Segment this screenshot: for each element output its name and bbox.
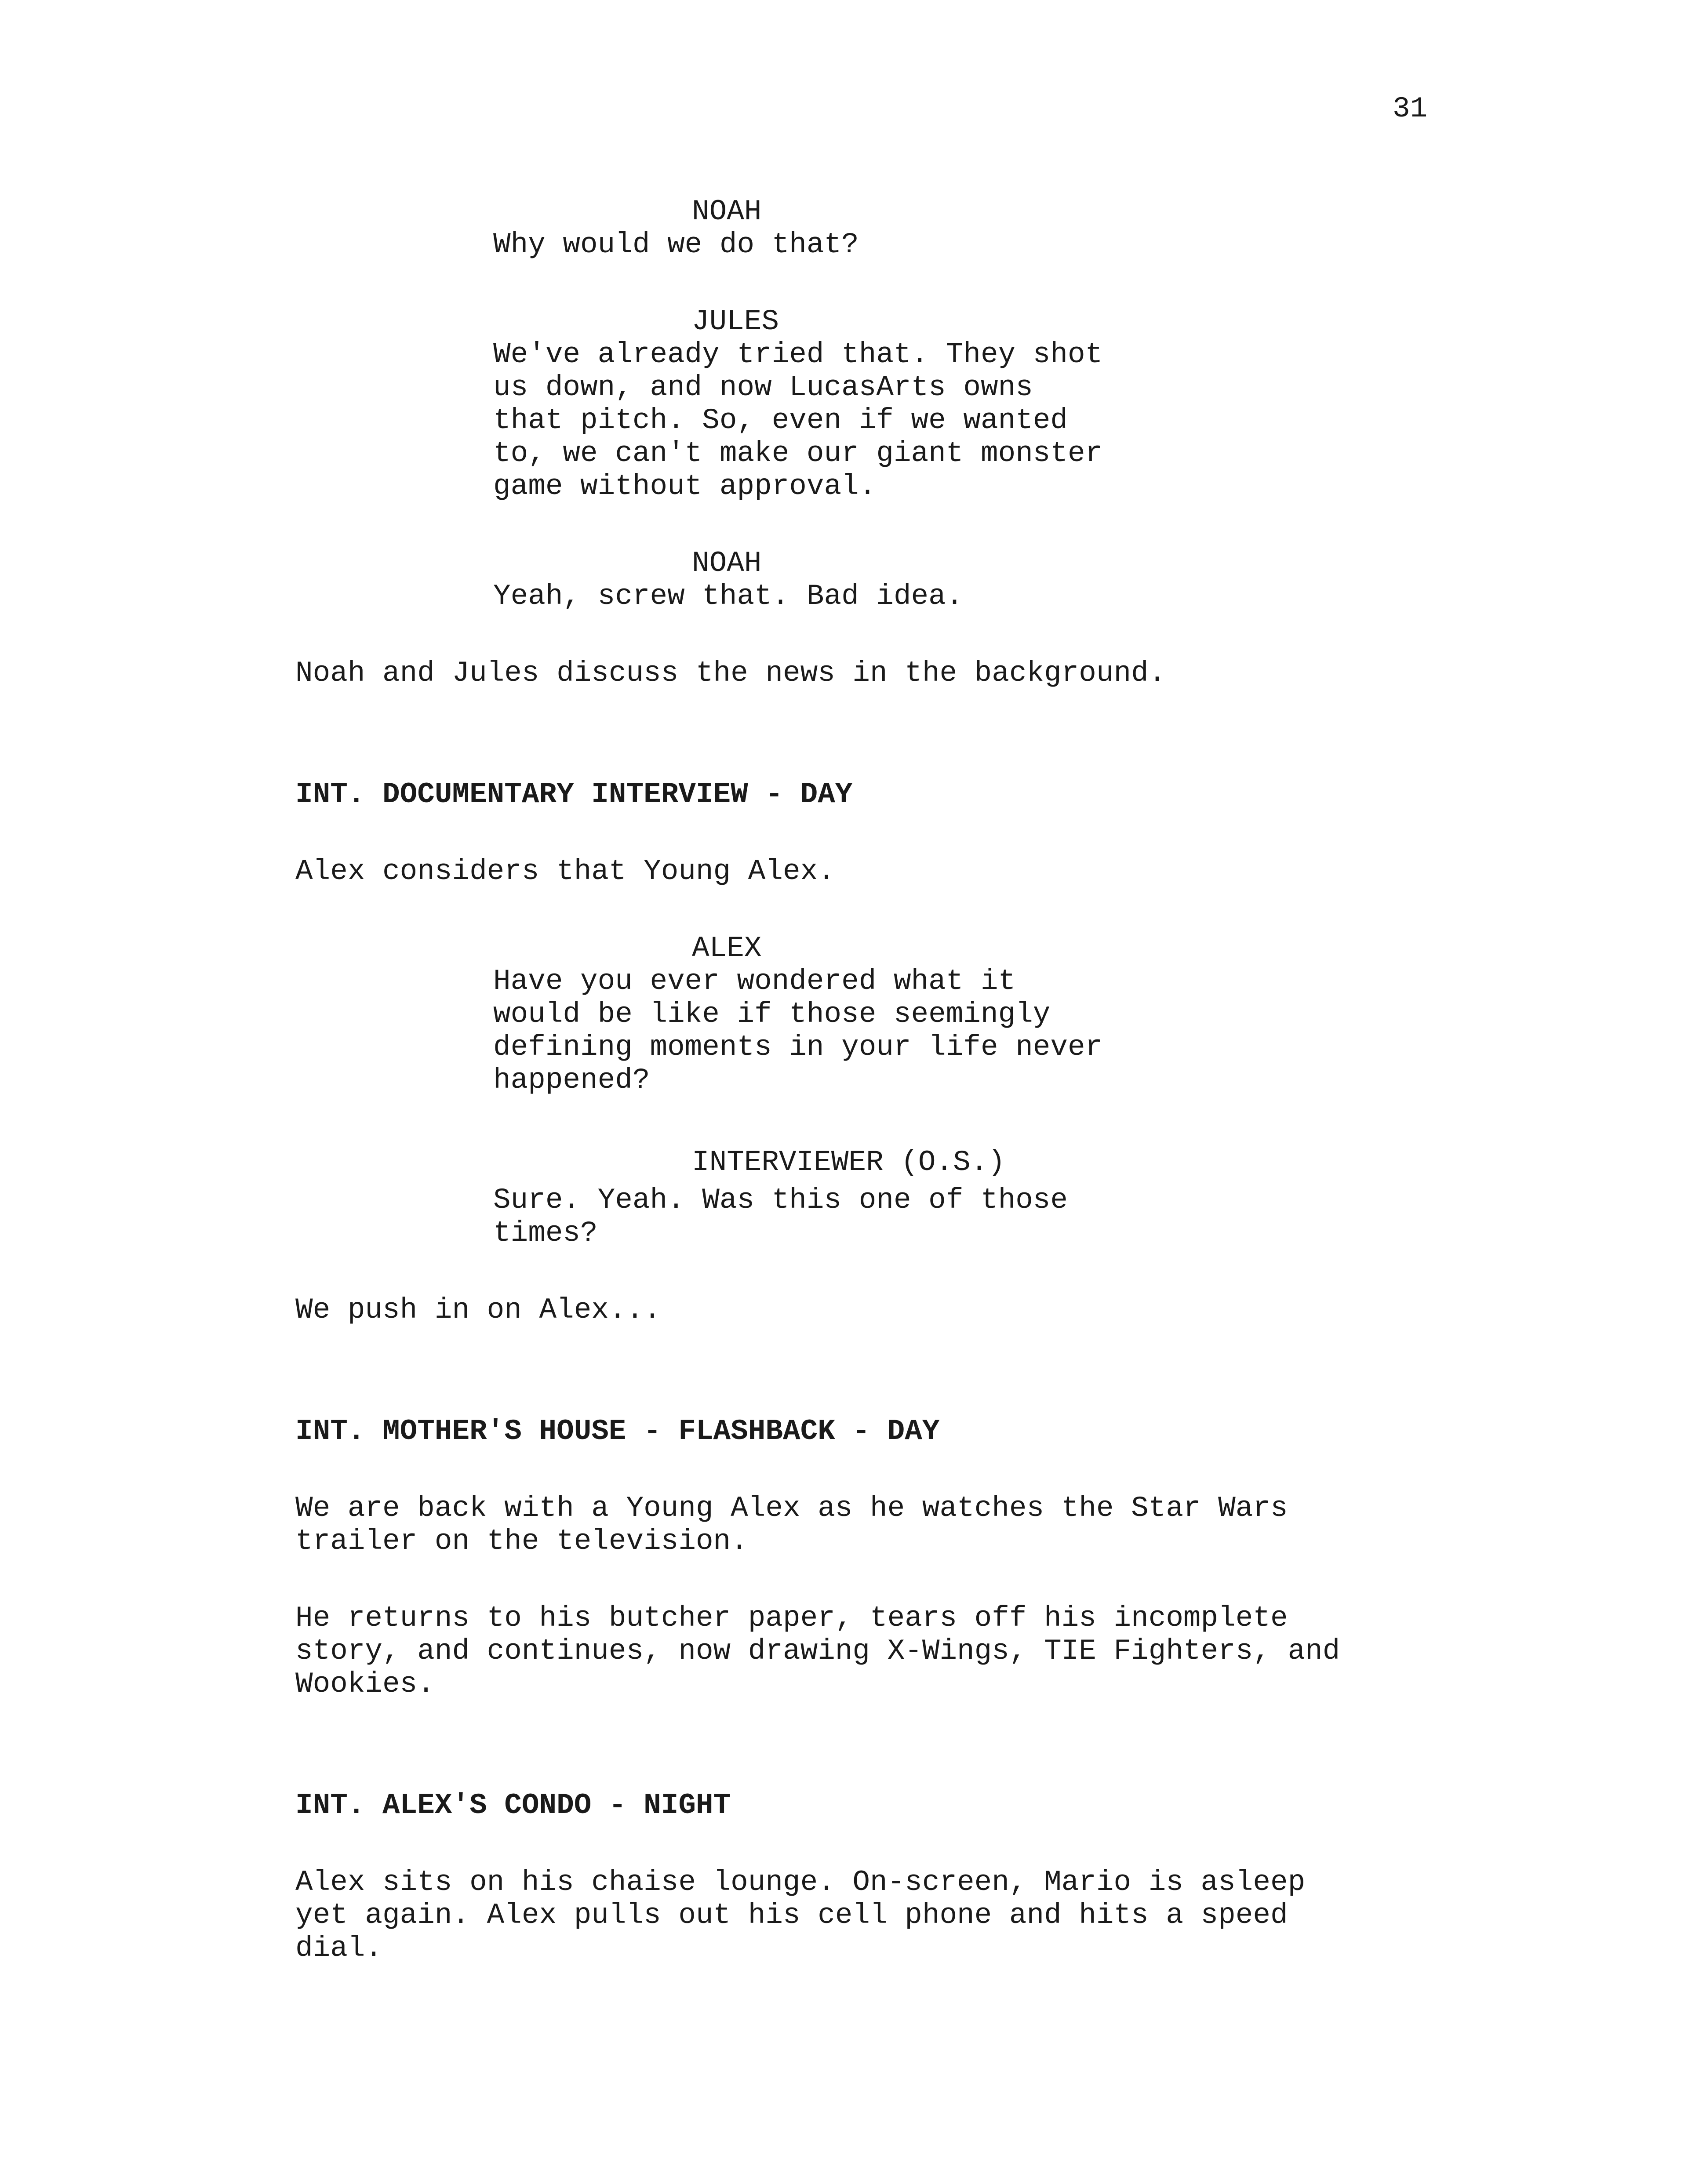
page-number: 31: [1393, 92, 1428, 125]
character-name-jules: JULES: [692, 305, 779, 338]
dialogue-line: Why would we do that?: [493, 228, 859, 261]
action-line: We are back with a Young Alex as he watches the Star Wars: [295, 1492, 1288, 1525]
dialogue-line: Sure. Yeah. Was this one of those: [493, 1184, 1068, 1217]
action-line: Noah and Jules discuss the news in the background.: [295, 657, 1166, 690]
action-line: Alex sits on his chaise lounge. On-screen, Mario is asleep: [295, 1866, 1306, 1899]
scene-heading: INT. ALEX'S CONDO - NIGHT: [295, 1789, 731, 1822]
dialogue-line: We've already tried that. They shot: [493, 338, 1103, 371]
dialogue-line: us down, and now LucasArts owns: [493, 371, 1033, 404]
dialogue-line: to, we can't make our giant monster: [493, 437, 1103, 470]
action-line: dial.: [295, 1932, 383, 1965]
dialogue-line: would be like if those seemingly: [493, 998, 1051, 1031]
dialogue-line: happened?: [493, 1064, 650, 1097]
action-line: We push in on Alex...: [295, 1294, 661, 1326]
dialogue-line: defining moments in your life never: [493, 1031, 1103, 1064]
action-line: Alex considers that Young Alex.: [295, 855, 835, 888]
dialogue-line: Yeah, screw that. Bad idea.: [493, 580, 964, 613]
dialogue-line: game without approval.: [493, 470, 877, 503]
scene-heading: INT. MOTHER'S HOUSE - FLASHBACK - DAY: [295, 1415, 940, 1448]
action-line: trailer on the television.: [295, 1525, 748, 1558]
action-line: He returns to his butcher paper, tears off his incomplete: [295, 1602, 1288, 1635]
dialogue-line: Have you ever wondered what it: [493, 965, 1016, 998]
character-name-noah: NOAH: [692, 195, 762, 228]
dialogue-line: times?: [493, 1217, 598, 1250]
character-name-alex: ALEX: [692, 932, 762, 965]
action-line: Wookies.: [295, 1668, 435, 1701]
character-name-noah: NOAH: [692, 547, 762, 580]
action-line: story, and continues, now drawing X-Wings, TIE Fighters, and: [295, 1635, 1340, 1668]
scene-heading: INT. DOCUMENTARY INTERVIEW - DAY: [295, 778, 853, 811]
dialogue-line: that pitch. So, even if we wanted: [493, 404, 1068, 437]
character-name-interviewer: INTERVIEWER (O.S.): [692, 1146, 1005, 1179]
action-line: yet again. Alex pulls out his cell phone and hits a speed: [295, 1899, 1288, 1932]
